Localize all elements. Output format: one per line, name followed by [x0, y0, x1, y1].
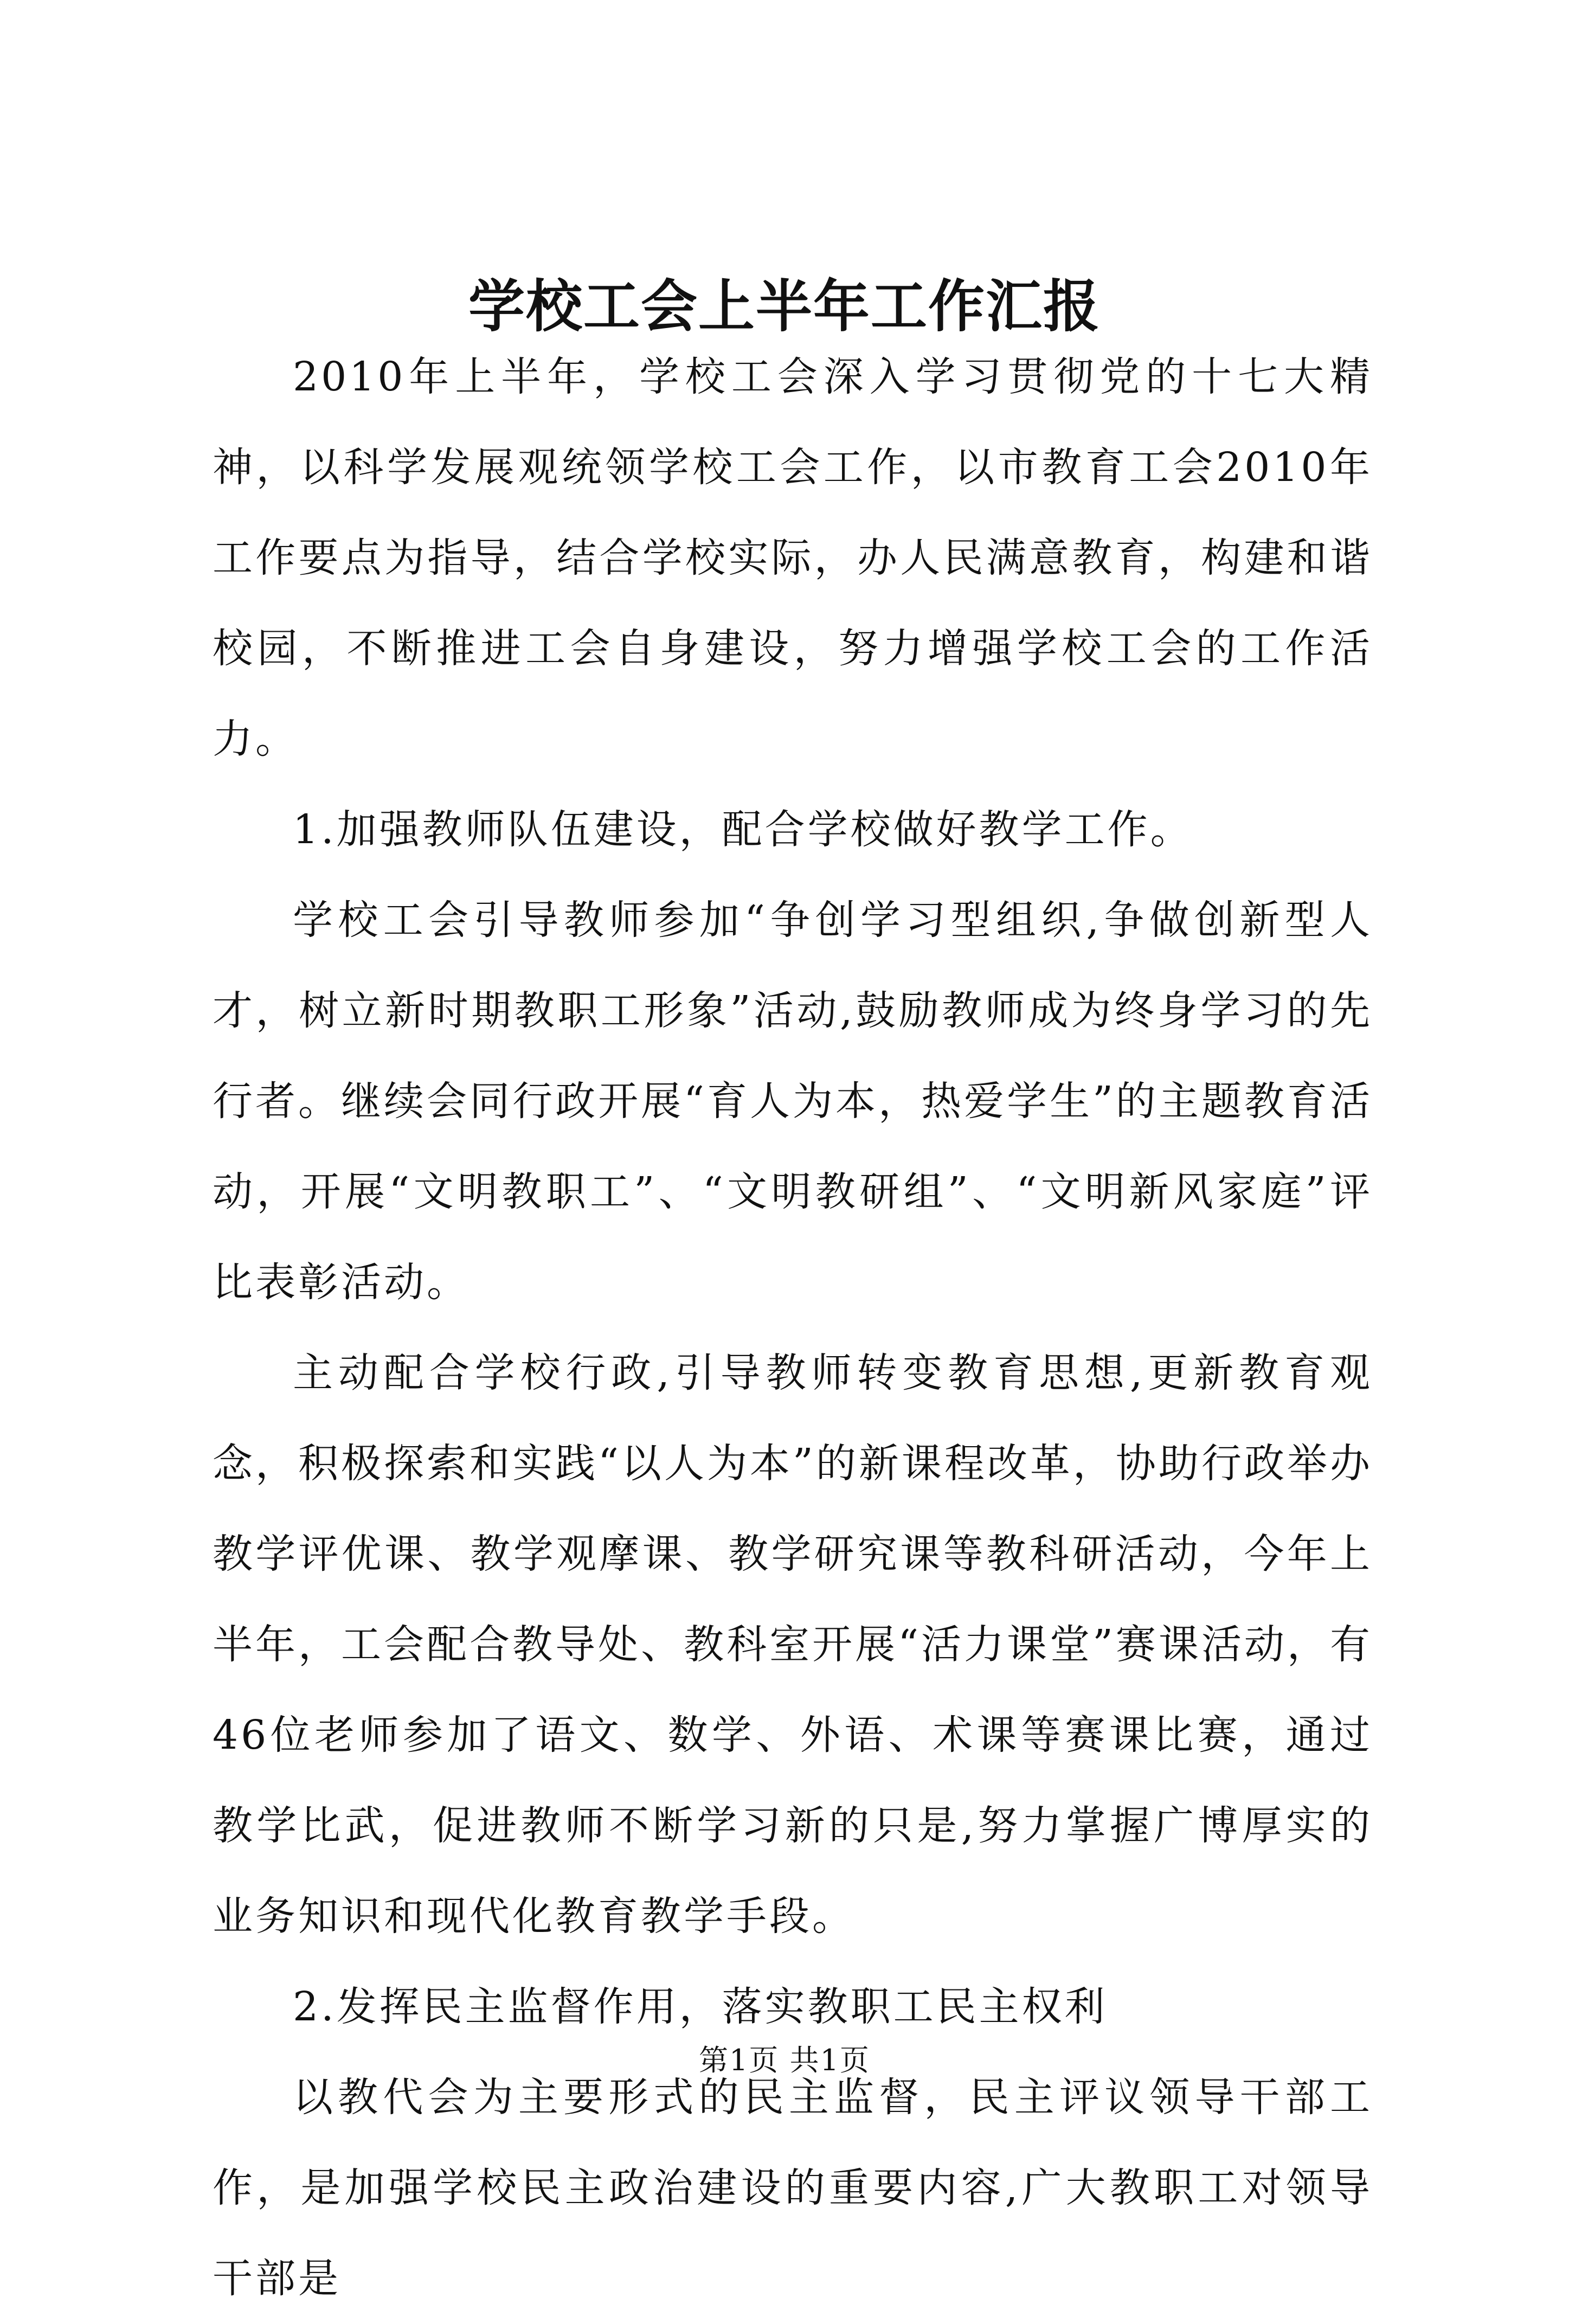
paragraph-intro: 2010年上半年，学校工会深入学习贯彻党的十七大精神，以科学发展观统领学校工会工作，以市教育工会2010年工作要点为指导，结合学校实际，办人民满意教育，构建和谐校园，不断推进工会自身建设，努力增强学校工会的工作活力。 — [213, 354, 1373, 762]
document-body — [213, 332, 1373, 2324]
document-title: 学校工会上半年工作汇报 — [468, 273, 1101, 339]
section-heading-1: 1.加强教师队伍建设，配合学校做好教学工作。 — [293, 806, 1193, 853]
page-number-footer: 第1页 共1页 — [699, 2043, 870, 2077]
paragraph-section-1-b: 主动配合学校行政,引导教师转变教育思想,更新教育观念，积极探索和实践“以人为本”的新课程改革，协助行政举办教学评优课、教学观摩课、教学研究课等教科研活动，今年上半年，工会配合教导处、教科室开展“活力课堂”赛课活动，有46位老师参加了语文、数学、外语、术课等赛课比赛，通过教学比武，促进教师不断学习新的只是,努力掌握广博厚实的业务知识和现代化教育教学手段。 — [213, 1350, 1373, 1940]
paragraph-section-1-a: 学校工会引导教师参加“争创学习型组织,争做创新型人才，树立新时期教职工形象”活动,鼓励教师成为终身学习的先行者。继续会同行政开展“育人为本，热爱学生”的主题教育活动，开展“文明教职工”、“文明教研组”、“文明新风家庭”评比表彰活动。 — [213, 897, 1373, 1306]
section-heading-2: 2.发挥民主监督作用，落实教职工民主权利 — [293, 1983, 1108, 2030]
paragraph-section-2-a: 以教代会为主要形式的民主监督，民主评议领导干部工作，是加强学校民主政治建设的重要内容,广大教职工对领导干部是 — [213, 2074, 1373, 2302]
